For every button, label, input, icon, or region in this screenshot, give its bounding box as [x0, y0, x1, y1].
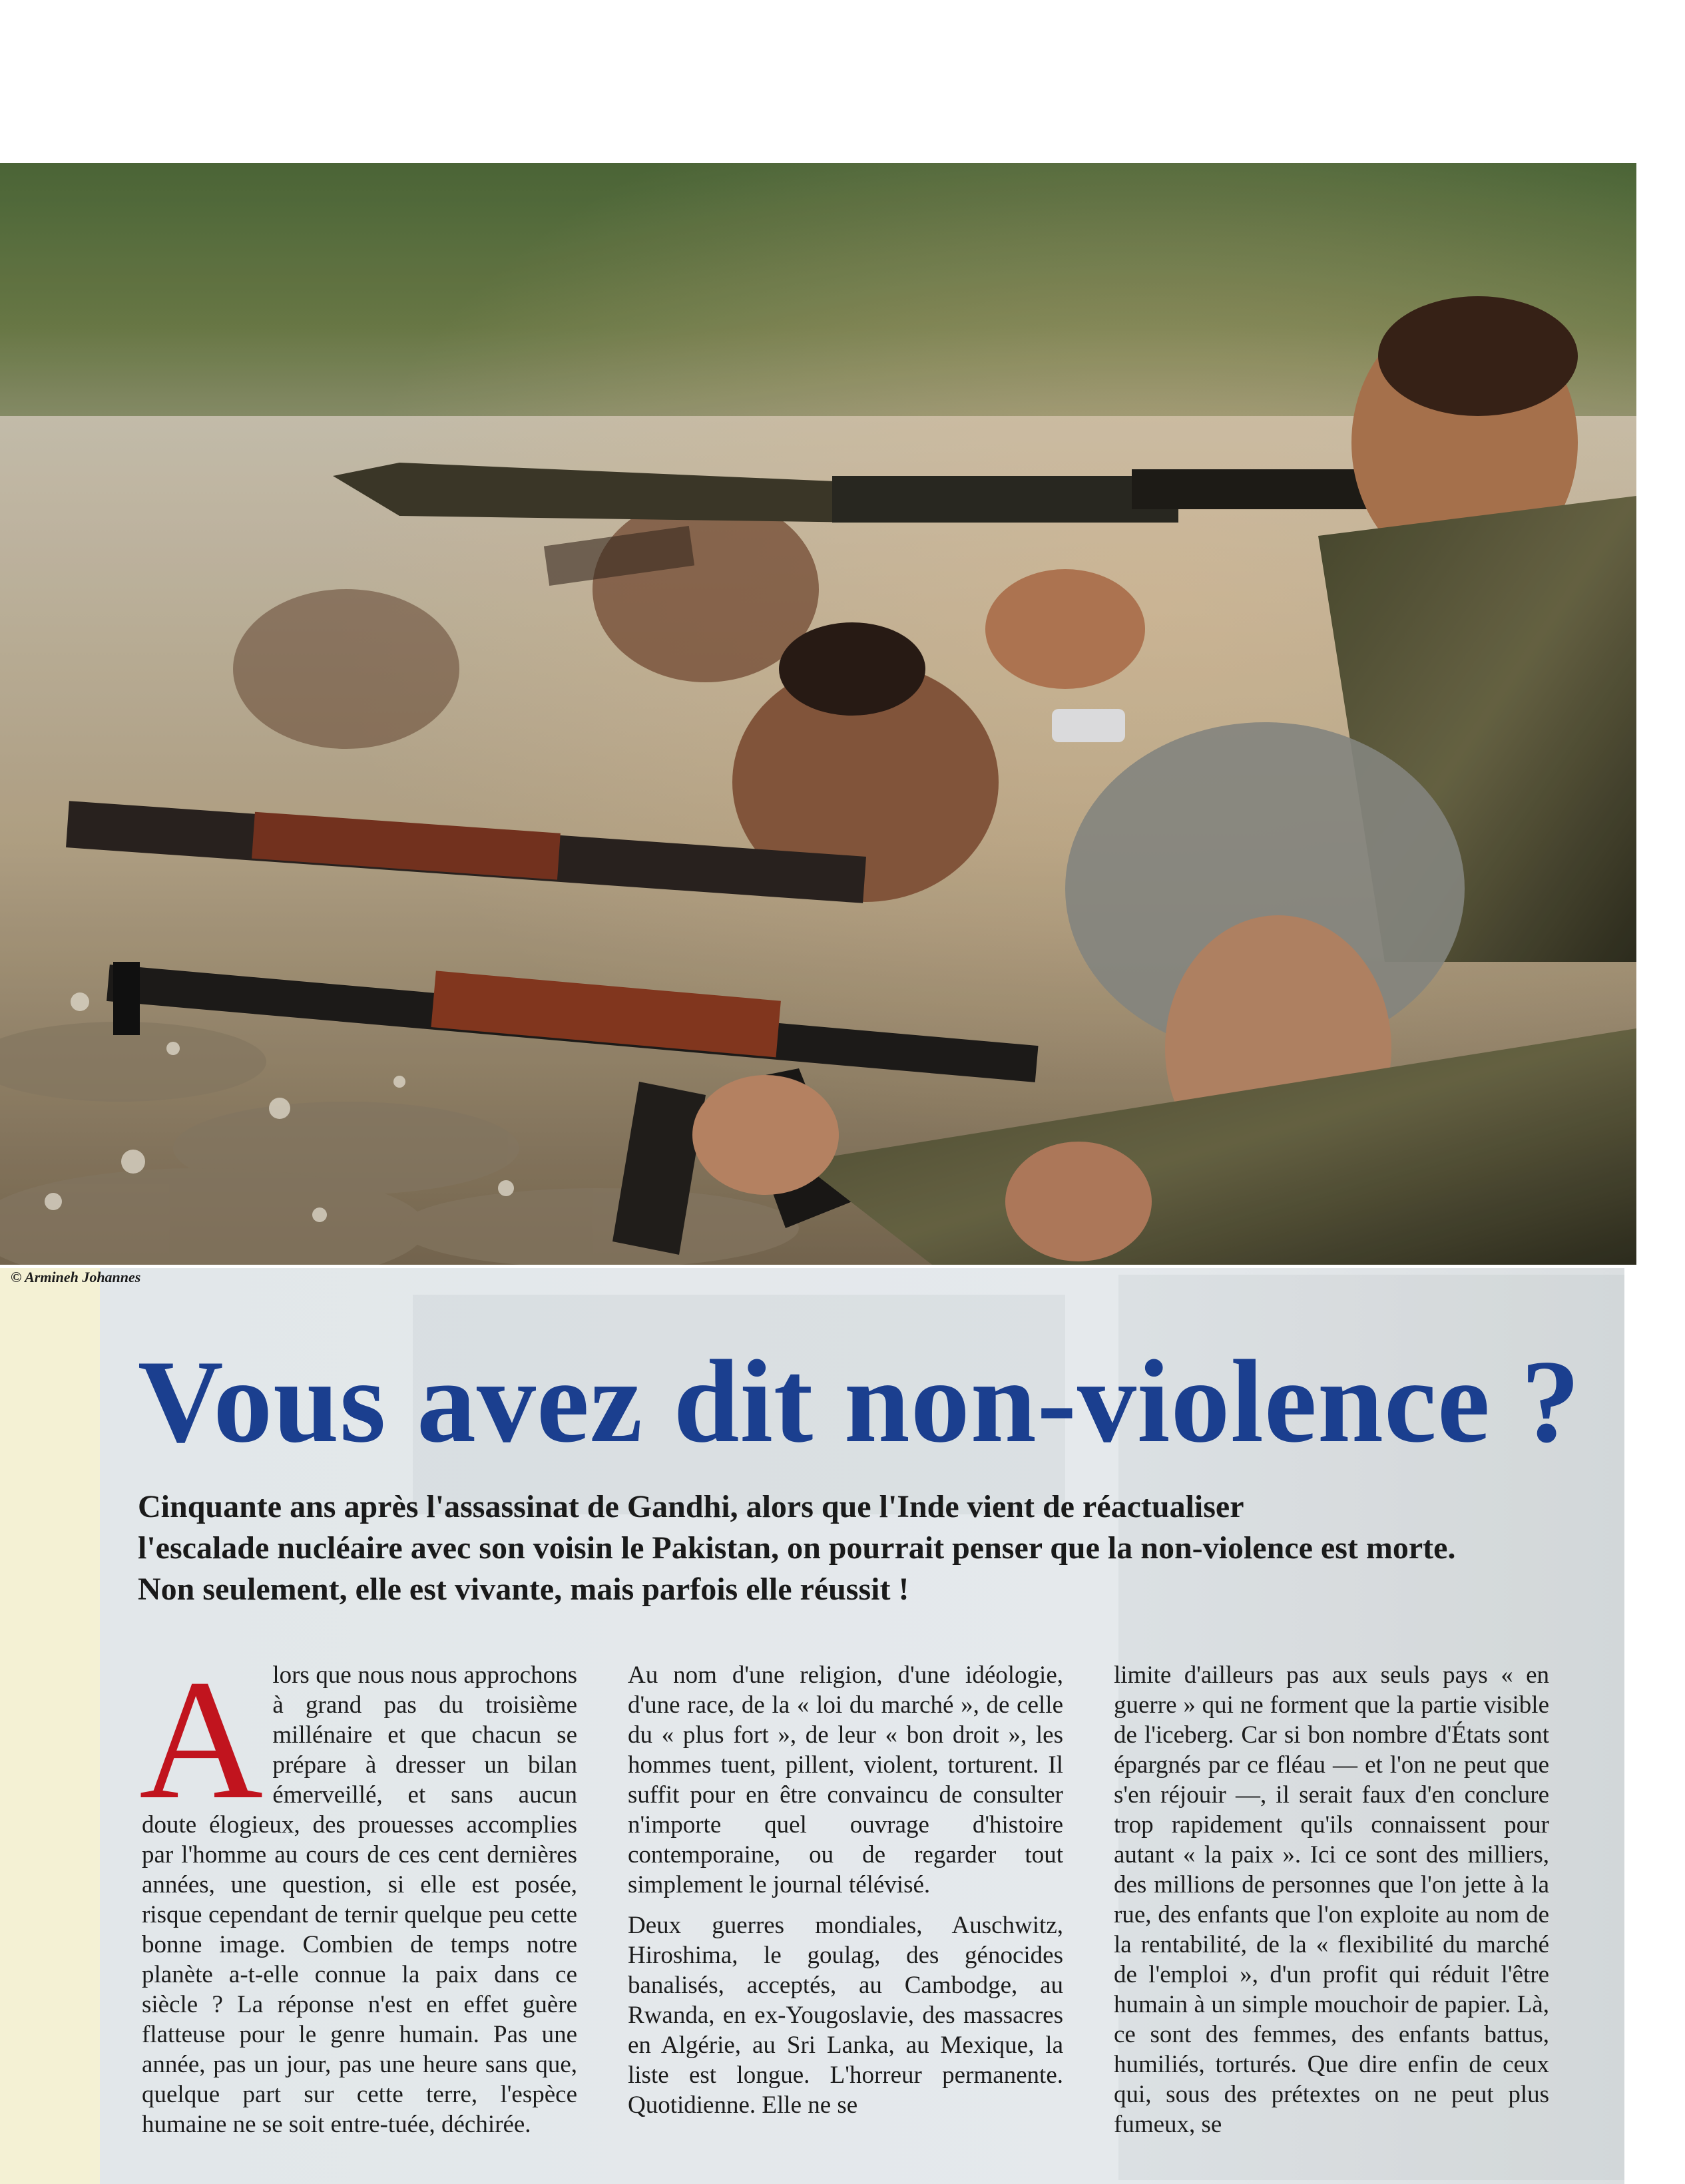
- photo-credit: © Armineh Johannes: [11, 1269, 141, 1285]
- paragraph: Au nom d'une religion, d'une idéologie, d'une race, de la « loi du marché », de celle du « plus fort », de leur « bon droit », les hommes tuent, pillent, violent, torturent. Il suffit pour en être convaincu de consulter n'importe quel ouvrage d'histoire contemporaine, ou de regarder tout simplement le journal télévisé.: [628, 1661, 1063, 1898]
- lead-line: Non seulement, elle est vivante, mais parfois elle réussit !: [138, 1572, 909, 1607]
- fighters-photo-illustration: [0, 163, 1636, 1265]
- drop-cap: A: [139, 1644, 264, 1835]
- article-column-2: [628, 1660, 1063, 2120]
- paragraph: limite d'ailleurs pas aux seuls pays « en guerre » qui ne forment que la partie visible de l'iceberg. Car si bon nombre d'États sont épargnés par ce fléau — et l'on ne peut que s'en réjouir —, il serait faux d'en conclure trop rapidement qu'ils connaissent pour autant « la paix ». Ici ce sont des milliers, des millions de personnes que l'on jette à la rue, des enfants que l'on exploite au nom de la rentabilité, de la « flexibilité du marché de l'emploi », d'un profit qui réduit l'être humain à un simple mouchoir de papier. Là, ce sont des femmes, des enfants battus, humiliés, torturés. Que dire enfin de ceux qui, sous des prétextes on ne peut plus fumeux, se: [1114, 1661, 1549, 2138]
- hero-photo: [0, 163, 1636, 1265]
- paragraph: Deux guerres mondiales, Auschwitz, Hiroshima, le goulag, des génocides banalisés, acceptés, au Cambodge, au Rwanda, en ex-Yougoslavie, des massacres en Algérie, au Sri Lanka, au Mexique, la liste est longue. L'horreur permanente. Quotidienne. Elle ne se: [628, 1912, 1063, 2119]
- lead-line: l'escalade nucléaire avec son voisin le Pakistan, on pourrait penser que la non-violence est morte.: [138, 1530, 1456, 1566]
- lead-line: Cinquante ans après l'assassinat de Gandhi, alors que l'Inde vient de réactualiser: [138, 1489, 1244, 1524]
- article-lead: [138, 1486, 1569, 1610]
- article-title: Vous avez dit non-violence ?: [138, 1335, 1581, 1467]
- article-column-3: [1114, 1660, 1549, 2139]
- paragraph-text: lors que nous nous approchons à grand pas du troisième millénaire et que chacun se prépare à dresser un bilan émerveillé, et sans aucun doute élogieux, des prouesses accomplies par l'homme au cours de ces cent dernières années, une question, si elle est posée, risque cependant de ternir quelque peu cette bonne image. Combien de temps notre planète a-t-elle connue la paix dans ce siècle ? La réponse n'est en effet guère flatteuse pour le genre humain. Pas une année, pas un jour, pas une heure sans que, quelque part sur cette terre, l'espèce humaine ne se soit entre-tuée, déchirée.: [142, 1661, 577, 2138]
- paragraph: [139, 1644, 577, 2139]
- article-column-1: [139, 1644, 577, 2139]
